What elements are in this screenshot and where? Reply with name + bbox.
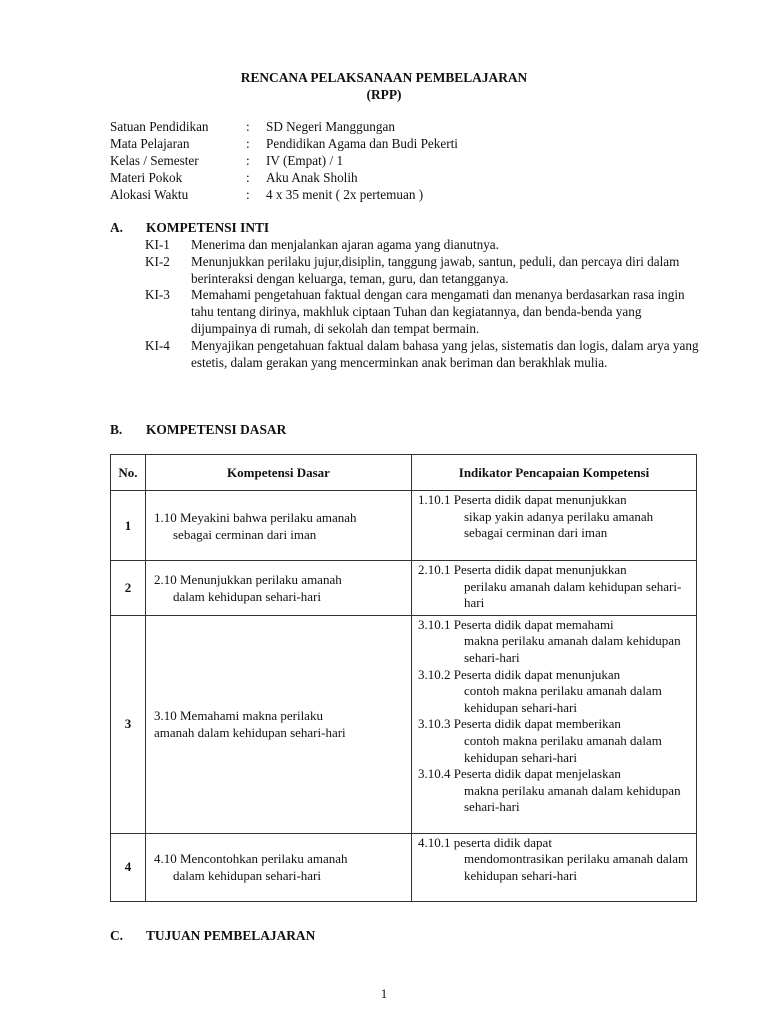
document-title [0,69,768,103]
kompetensi-dasar-table [110,454,697,902]
kd-cell [146,615,412,833]
indicator-first-line: 3.10.4 Peserta didik dapat menjelaskan [418,766,621,782]
identity-block [110,118,458,203]
identity-value: Aku Anak Sholih [266,170,358,185]
indicator-item [418,617,690,667]
indicator-first-line: 4.10.1 peserta didik dapat [418,834,552,850]
table-row [111,833,697,901]
section-b-heading [110,422,286,438]
indicator-item [418,716,690,766]
indicator-first-line: 1.10.1 Peserta didik dapat menunjukkan [418,492,627,507]
table-header-row [111,455,697,491]
section-title: KOMPETENSI DASAR [146,422,287,437]
page-number: 1 [380,986,388,1001]
indicator-continuation: contoh makna perilaku amanah dalam kehidupan sehari-hari [464,732,662,765]
table-row [111,491,697,561]
ki-list [145,237,705,371]
identity-sep: : [246,153,250,168]
indicator-continuation: mendomontrasikan perilaku amanah dalam kehidupan sehari-hari [464,851,689,883]
table-row [111,561,697,616]
section-title: KOMPETENSI INTI [146,220,270,235]
identity-sep: : [246,136,250,151]
indicator-continuation: contoh makna perilaku amanah dalam kehidupan sehari-hari [464,683,662,715]
identity-label: Kelas / Semester [110,153,199,168]
indicator-first-line: 3.10.3 Peserta didik dapat memberikan [418,716,621,732]
table-row [111,615,697,833]
section-letter: B. [110,422,123,437]
identity-sep: : [246,187,250,202]
indicator-continuation: perilaku amanah dalam kehidupan sehari-hari [464,578,682,611]
indicator-first-line: 3.10.1 Peserta didik dapat memahami [418,616,614,632]
indicator-item [418,562,690,612]
ki-item [145,254,705,288]
identity-row [110,169,458,186]
section-title: TUJUAN PEMBELAJARAN [146,928,316,943]
indicator-continuation: makna perilaku amanah dalam kehidupan sehari-hari [464,633,681,665]
indicator-item [418,766,690,816]
header-no: No. [111,455,146,491]
header-indikator: Indikator Pencapaian Kompetensi [412,455,697,491]
kd-cell [146,561,412,616]
row-number: 4 [111,833,146,901]
indicator-item [418,835,690,885]
header-kompetensi-dasar: Kompetensi Dasar [146,455,412,491]
indicator-cell [412,491,697,561]
indicator-continuation: sikap yakin adanya perilaku amanah sebagai cerminan dari iman [464,508,654,541]
indicator-continuation: makna perilaku amanah dalam kehidupan sehari-hari [464,782,681,815]
section-c-heading [110,928,315,944]
identity-label: Satuan Pendidikan [110,119,209,134]
row-number: 3 [111,615,146,833]
title-line-2: (RPP) [366,87,402,102]
identity-row [110,152,458,169]
kd-first-line: 1.10 Meyakini bahwa perilaku amanah [154,509,357,525]
row-number: 2 [111,561,146,616]
ki-code: KI-2 [145,253,170,269]
kd-continuation: dalam kehidupan sehari-hari [173,588,321,604]
indicator-cell [412,561,697,616]
ki-code: KI-4 [145,337,170,353]
indicator-item [418,492,690,542]
identity-label: Mata Pelajaran [110,136,190,151]
kd-cell [146,491,412,561]
ki-item [145,237,705,254]
identity-sep: : [246,119,250,134]
ki-code: KI-1 [145,237,170,252]
identity-row [110,118,458,135]
section-a-heading [110,220,269,236]
indicator-item [418,667,690,717]
section-letter: A. [110,220,124,235]
kd-continuation: amanah dalam kehidupan sehari-hari [154,725,346,741]
identity-label: Alokasi Waktu [110,187,189,202]
ki-text: Menunjukkan perilaku jujur,disiplin, tanggung jawab, santun, peduli, dan percaya diri dalam berinteraksi dengan keluarga, teman, guru, dan tetangganya. [191,253,680,286]
indicator-first-line: 2.10.1 Peserta didik dapat menunjukkan [418,562,627,577]
kd-first-line: 2.10 Menunjukkan perilaku amanah [154,571,342,587]
indicator-cell [412,833,697,901]
identity-row [110,135,458,152]
identity-value: Pendidikan Agama dan Budi Pekerti [266,136,458,151]
row-number: 1 [111,491,146,561]
kd-first-line: 3.10 Memahami makna perilaku [154,708,323,724]
ki-text: Memahami pengetahuan faktual dengan cara mengamati dan menanya berdasarkan rasa ingin tahu tentang dirinya, makhluk ciptaan Tuhan dan kegiatannya, dan benda-benda yang dijumpainya di rumah, di sekolah dan tempat bermain. [191,287,685,336]
indicator-cell [412,615,697,833]
kd-first-line: 4.10 Mencontohkan perilaku amanah [154,851,348,867]
identity-sep: : [246,170,250,185]
ki-text: Menerima dan menjalankan ajaran agama yang dianutnya. [191,237,499,252]
identity-label: Materi Pokok [110,170,183,185]
identity-row [110,186,458,203]
identity-value: SD Negeri Manggungan [266,119,395,134]
identity-value: IV (Empat) / 1 [266,153,344,168]
title-line-1: RENCANA PELAKSANAAN PEMBELAJARAN [240,70,528,85]
ki-item [145,287,705,337]
identity-value: 4 x 35 menit ( 2x pertemuan ) [266,187,424,202]
kd-continuation: sebagai cerminan dari iman [173,526,317,542]
kd-continuation: dalam kehidupan sehari-hari [173,868,321,884]
ki-text: Menyajikan pengetahuan faktual dalam bahasa yang jelas, sistematis dan logis, dalam arya yang estetis, dalam gerakan yang mencerminkan anak beriman dan berakhlak mulia. [191,337,699,370]
ki-code: KI-3 [145,287,170,303]
ki-item [145,338,705,372]
section-letter: C. [110,928,124,943]
indicator-first-line: 3.10.2 Peserta didik dapat menunjukan [418,666,621,682]
kd-cell [146,833,412,901]
